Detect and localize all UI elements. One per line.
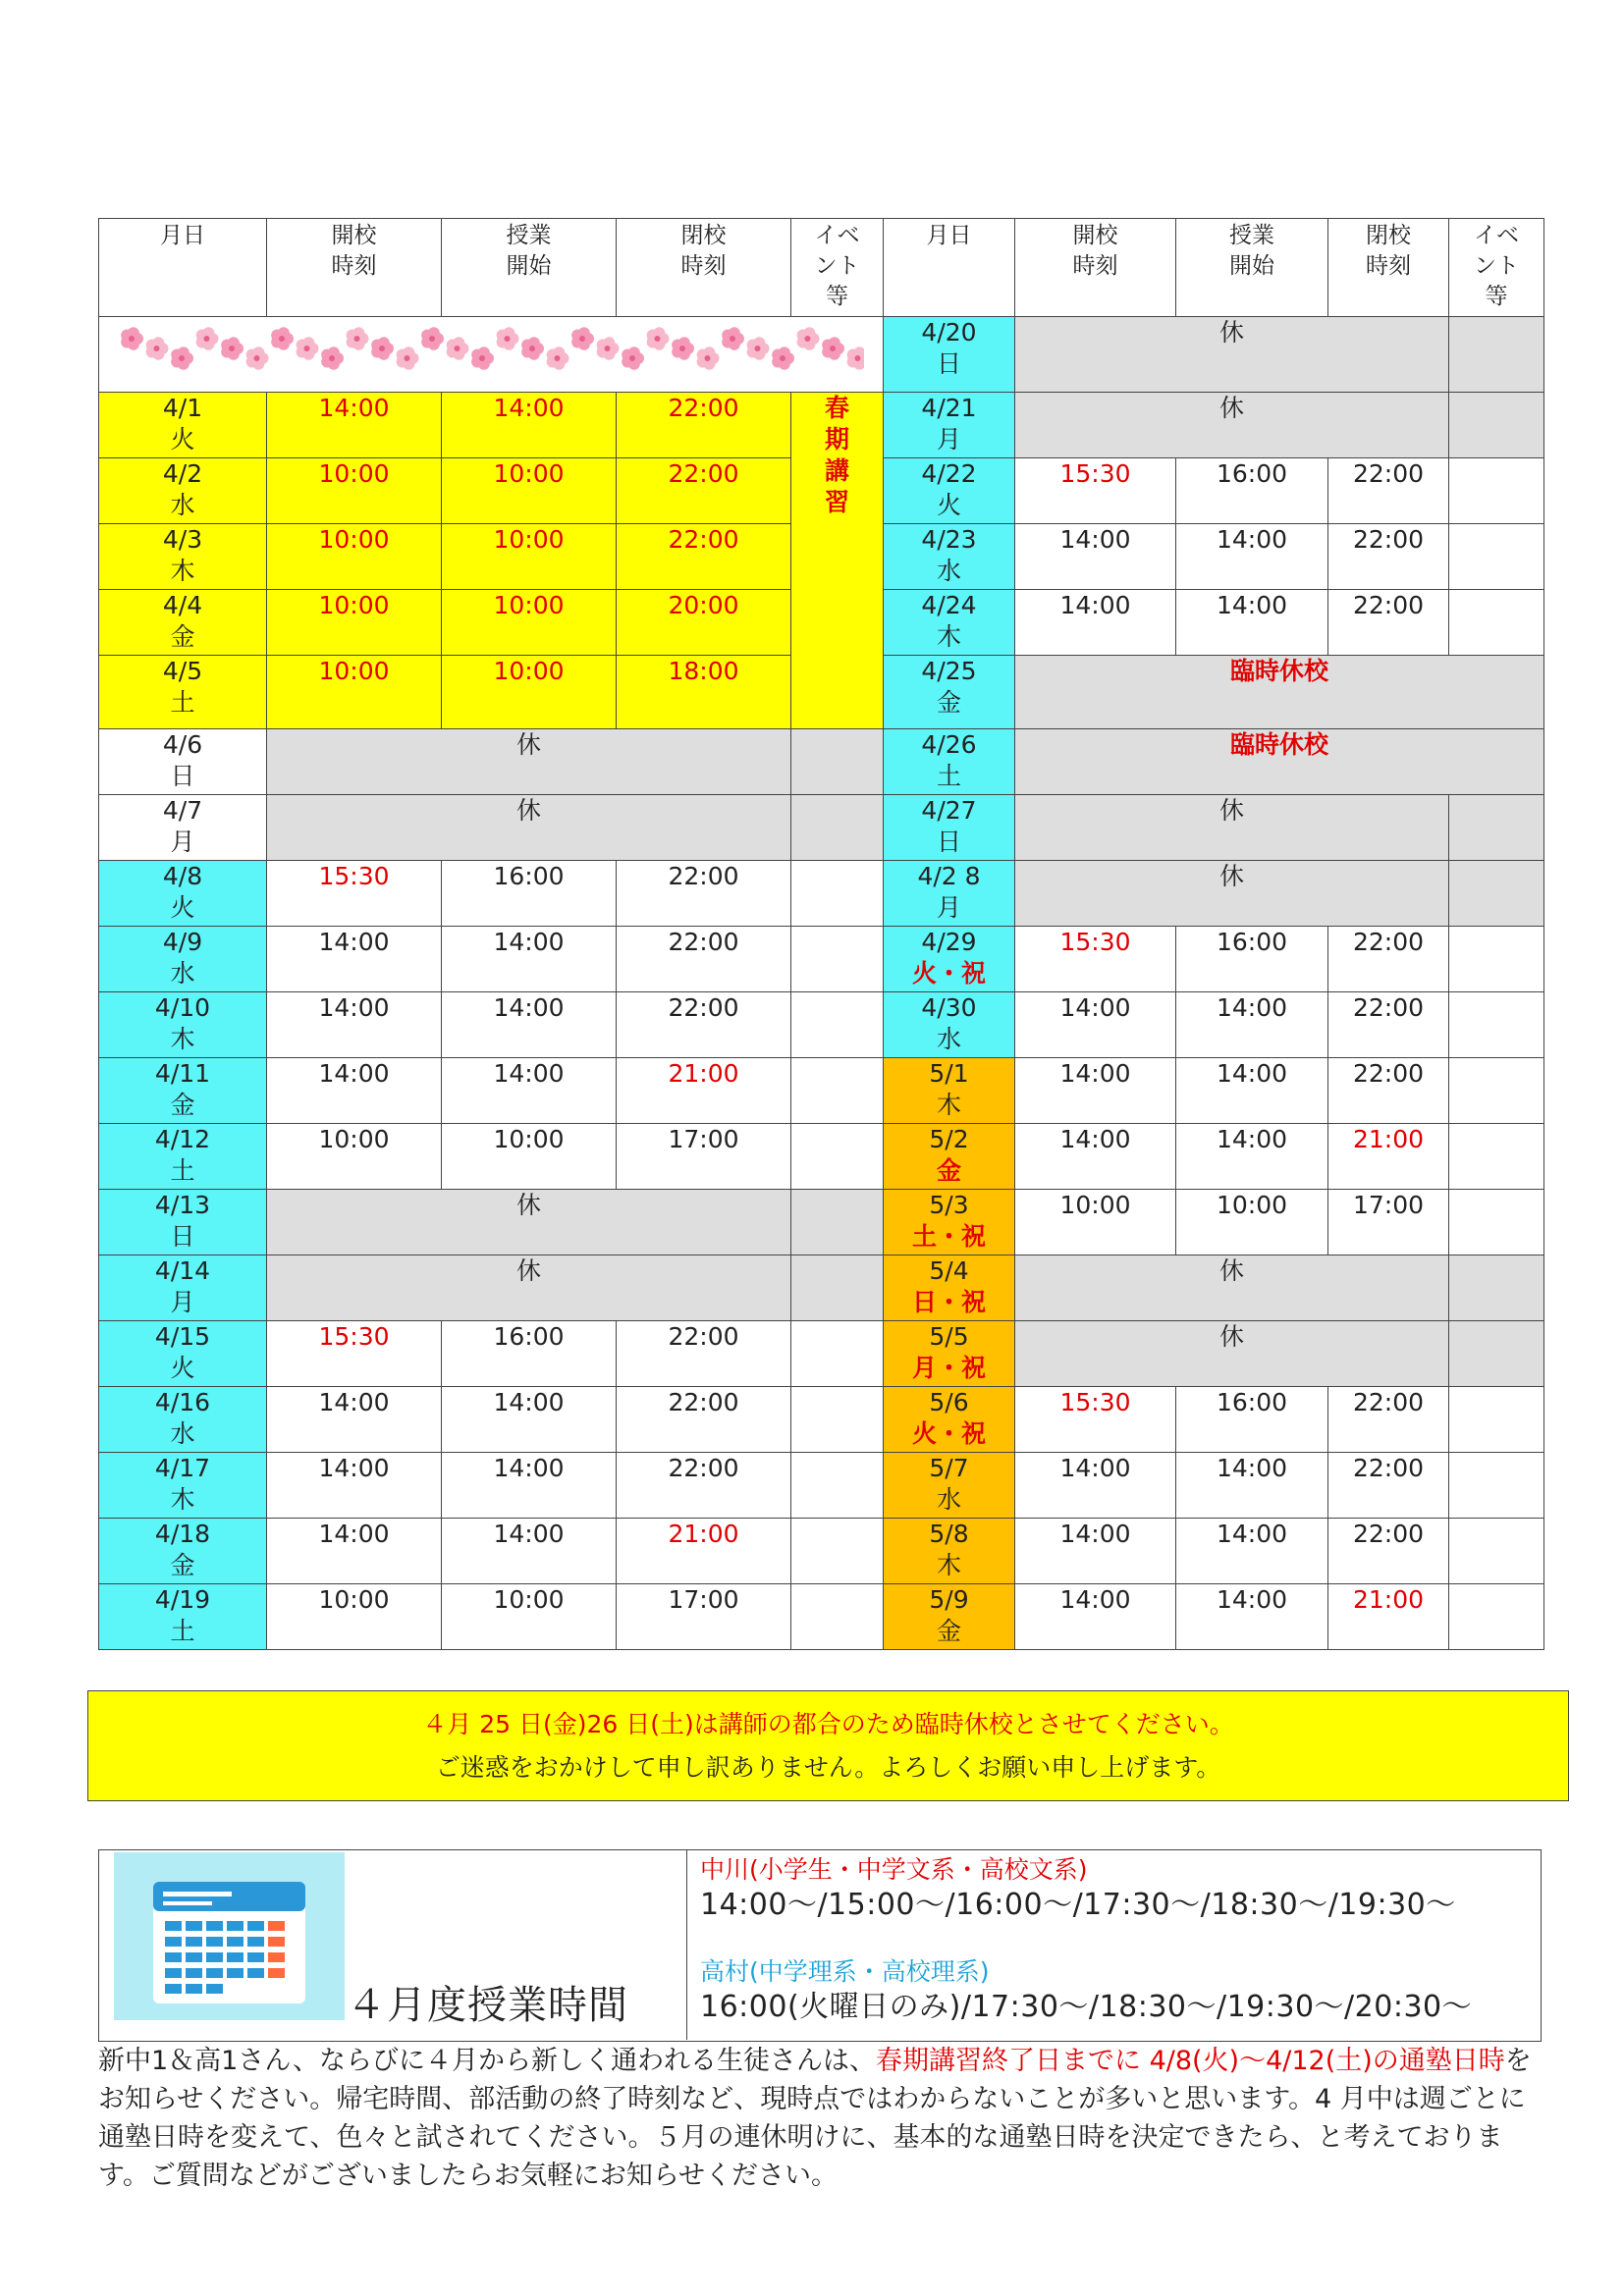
date-cell bbox=[884, 393, 1015, 458]
close-time-cell: 22:00 bbox=[1328, 590, 1449, 656]
date-cell bbox=[99, 1321, 267, 1387]
weekday-text: 日 bbox=[936, 349, 961, 378]
weekday-text: 日・祝 bbox=[911, 1288, 986, 1316]
open-time-cell: 15:30 bbox=[267, 1321, 442, 1387]
date-cell bbox=[884, 861, 1015, 927]
event-char: 習 bbox=[824, 488, 849, 516]
event-cell bbox=[791, 861, 884, 927]
event-cell bbox=[791, 795, 884, 861]
date-cell bbox=[99, 458, 267, 524]
notice-line-1: ４月 25 日(金)26 日(土)は講師の都合のため臨時休校とさせてください。 bbox=[422, 1710, 1234, 1738]
date-text: 4/3 bbox=[162, 525, 203, 554]
weekday-text: 金 bbox=[936, 1617, 961, 1645]
date-text: 5/5 bbox=[929, 1322, 969, 1351]
holiday-cell: 休 bbox=[267, 1190, 791, 1255]
weekday-text: 土 bbox=[936, 762, 961, 790]
table-row bbox=[99, 1124, 1544, 1190]
table-row bbox=[99, 992, 1544, 1058]
close-time-cell: 17:00 bbox=[617, 1124, 791, 1190]
event-cell bbox=[1449, 1058, 1544, 1124]
open-time-cell: 14:00 bbox=[1015, 1453, 1176, 1519]
weekday-text: 土 bbox=[170, 1156, 195, 1185]
date-cell bbox=[884, 1124, 1015, 1190]
open-time-cell: 14:00 bbox=[267, 992, 442, 1058]
start-time-cell: 14:00 bbox=[442, 393, 617, 458]
close-time-cell: 22:00 bbox=[1328, 1519, 1449, 1584]
date-text: 4/11 bbox=[154, 1059, 211, 1088]
event-cell bbox=[1449, 1321, 1544, 1387]
start-time-cell: 16:00 bbox=[442, 861, 617, 927]
start-time-cell: 16:00 bbox=[1176, 458, 1328, 524]
open-time-cell: 14:00 bbox=[1015, 992, 1176, 1058]
date-cell bbox=[884, 1321, 1015, 1387]
event-cell bbox=[791, 992, 884, 1058]
date-text: 4/2 bbox=[162, 459, 203, 488]
table-row bbox=[99, 1321, 1544, 1387]
open-time-cell: 14:00 bbox=[1015, 524, 1176, 590]
date-cell bbox=[884, 1519, 1015, 1584]
weekday-text: 火 bbox=[170, 893, 195, 922]
start-time-cell: 14:00 bbox=[1176, 1124, 1328, 1190]
temporary-closure-cell: 臨時休校 bbox=[1015, 729, 1544, 795]
date-text: 4/21 bbox=[921, 394, 977, 422]
start-time-cell: 16:00 bbox=[442, 1321, 617, 1387]
close-time-cell: 22:00 bbox=[617, 1321, 791, 1387]
weekday-text: 火・祝 bbox=[911, 1419, 986, 1448]
event-cell bbox=[1449, 393, 1544, 458]
date-cell bbox=[99, 1255, 267, 1321]
date-cell bbox=[99, 590, 267, 656]
open-time-cell: 14:00 bbox=[267, 1519, 442, 1584]
date-text: 5/9 bbox=[929, 1585, 969, 1614]
weekday-text: 木 bbox=[936, 1091, 961, 1119]
holiday-cell: 休 bbox=[1015, 795, 1449, 861]
open-time-cell: 14:00 bbox=[1015, 1519, 1176, 1584]
info-text-1: 新中1＆高1さん、ならびに４月から新しく通われる生徒さんは、 bbox=[98, 2046, 876, 2076]
weekday-text: 木 bbox=[936, 622, 961, 651]
date-text: 4/13 bbox=[154, 1191, 211, 1219]
start-time-cell: 14:00 bbox=[1176, 1453, 1328, 1519]
open-time-cell: 14:00 bbox=[1015, 1058, 1176, 1124]
table-row bbox=[99, 927, 1544, 992]
weekday-text: 火 bbox=[170, 425, 195, 454]
start-time-cell: 10:00 bbox=[442, 1124, 617, 1190]
weekday-text: 火 bbox=[170, 1354, 195, 1382]
table-row bbox=[99, 861, 1544, 927]
header-close: 閉校 時刻 bbox=[617, 219, 791, 317]
date-cell bbox=[884, 927, 1015, 992]
date-cell bbox=[99, 1058, 267, 1124]
close-time-cell: 22:00 bbox=[1328, 992, 1449, 1058]
date-text: 5/2 bbox=[929, 1125, 969, 1153]
header-event: イベ ント 等 bbox=[791, 219, 884, 317]
start-time-cell: 14:00 bbox=[442, 927, 617, 992]
date-text: 4/10 bbox=[154, 993, 211, 1022]
weekday-text: 日 bbox=[936, 828, 961, 856]
date-cell bbox=[884, 1453, 1015, 1519]
event-cell bbox=[1449, 1584, 1544, 1650]
start-time-cell: 10:00 bbox=[442, 590, 617, 656]
weekday-text: 金 bbox=[936, 1156, 961, 1185]
date-cell bbox=[884, 458, 1015, 524]
close-time-cell: 22:00 bbox=[617, 992, 791, 1058]
table-row bbox=[99, 1255, 1544, 1321]
weekday-text: 月 bbox=[936, 893, 961, 922]
holiday-cell: 休 bbox=[1015, 393, 1449, 458]
event-char: 期 bbox=[824, 425, 849, 454]
date-text: 4/15 bbox=[154, 1322, 211, 1351]
event-cell bbox=[791, 927, 884, 992]
open-time-cell: 14:00 bbox=[267, 1058, 442, 1124]
weekday-text: 木 bbox=[936, 1551, 961, 1579]
weekday-text: 水 bbox=[936, 1025, 961, 1053]
date-cell bbox=[99, 1453, 267, 1519]
event-cell bbox=[791, 1584, 884, 1650]
date-text: 4/5 bbox=[162, 657, 203, 685]
info-text-2: をお知らせください。帰宅時間、部活動の終了時刻など、現時点ではわからないことが多いと思います。4 月中は週ごとに通塾日時を変えて、色々と試されてください。５月の連休明けに、基本的な通塾日時を決定できたら、と考えております。ご質問などがございましたらお気軽にお知らせください。 bbox=[98, 2046, 1532, 2191]
date-text: 4/20 bbox=[921, 318, 977, 347]
open-time-cell: 10:00 bbox=[1015, 1190, 1176, 1255]
weekday-text: 土 bbox=[170, 688, 195, 717]
weekday-text: 火 bbox=[936, 491, 961, 519]
event-cell bbox=[1449, 1124, 1544, 1190]
table-row bbox=[99, 1519, 1544, 1584]
weekday-text: 月 bbox=[170, 1288, 195, 1316]
start-time-cell: 16:00 bbox=[1176, 927, 1328, 992]
close-time-cell: 22:00 bbox=[1328, 1058, 1449, 1124]
open-time-cell: 10:00 bbox=[267, 458, 442, 524]
close-time-cell: 18:00 bbox=[617, 656, 791, 729]
date-text: 4/7 bbox=[162, 796, 203, 825]
open-time-cell: 14:00 bbox=[267, 927, 442, 992]
date-text: 4/14 bbox=[154, 1256, 211, 1285]
close-time-cell: 21:00 bbox=[617, 1058, 791, 1124]
date-text: 4/23 bbox=[921, 525, 977, 554]
header-close-2: 閉校 時刻 bbox=[1328, 219, 1449, 317]
date-text: 4/8 bbox=[162, 862, 203, 890]
close-time-cell: 17:00 bbox=[617, 1584, 791, 1650]
class-times-title: ４月度授業時間 bbox=[347, 1983, 628, 2028]
weekday-text: 金 bbox=[170, 622, 195, 651]
date-cell bbox=[99, 656, 267, 729]
open-time-cell: 10:00 bbox=[267, 590, 442, 656]
weekday-text: 木 bbox=[170, 557, 195, 585]
date-cell bbox=[99, 861, 267, 927]
close-time-cell: 22:00 bbox=[1328, 927, 1449, 992]
class-times-box bbox=[98, 1849, 1542, 2042]
open-time-cell: 14:00 bbox=[267, 1453, 442, 1519]
open-time-cell: 15:30 bbox=[1015, 927, 1176, 992]
close-time-cell: 22:00 bbox=[617, 1387, 791, 1453]
header-start-2: 授業 開始 bbox=[1176, 219, 1328, 317]
header-start: 授業 開始 bbox=[442, 219, 617, 317]
date-text: 4/18 bbox=[154, 1520, 211, 1548]
date-cell bbox=[99, 992, 267, 1058]
holiday-cell: 休 bbox=[1015, 1255, 1449, 1321]
event-char: 講 bbox=[824, 456, 849, 485]
table-row bbox=[99, 317, 1544, 393]
date-cell bbox=[99, 1387, 267, 1453]
header-event-2: イベ ント 等 bbox=[1449, 219, 1544, 317]
date-cell bbox=[884, 656, 1015, 729]
date-cell bbox=[884, 795, 1015, 861]
open-time-cell: 14:00 bbox=[1015, 1124, 1176, 1190]
date-cell bbox=[99, 1584, 267, 1650]
date-cell bbox=[884, 590, 1015, 656]
calendar-icon bbox=[114, 1852, 345, 2020]
date-text: 4/16 bbox=[154, 1388, 211, 1416]
date-text: 5/8 bbox=[929, 1520, 969, 1548]
weekday-text: 土・祝 bbox=[911, 1222, 986, 1251]
weekday-text: 水 bbox=[170, 1419, 195, 1448]
holiday-cell: 休 bbox=[267, 795, 791, 861]
date-cell bbox=[884, 729, 1015, 795]
date-cell bbox=[884, 1387, 1015, 1453]
weekday-text: 木 bbox=[170, 1025, 195, 1053]
event-cell bbox=[791, 1255, 884, 1321]
open-time-cell: 15:30 bbox=[267, 861, 442, 927]
date-cell bbox=[99, 1519, 267, 1584]
date-cell bbox=[884, 992, 1015, 1058]
date-text: 4/29 bbox=[921, 928, 977, 956]
event-cell bbox=[1449, 861, 1544, 927]
weekday-text: 金 bbox=[170, 1091, 195, 1119]
start-time-cell: 14:00 bbox=[1176, 1584, 1328, 1650]
date-text: 5/7 bbox=[929, 1454, 969, 1482]
date-cell bbox=[99, 729, 267, 795]
teacher-2-label: 高村(中学理系・高校理系) bbox=[700, 1957, 990, 1986]
open-time-cell: 10:00 bbox=[267, 656, 442, 729]
spring-course-event bbox=[791, 393, 884, 729]
event-cell bbox=[791, 1519, 884, 1584]
event-cell bbox=[791, 1453, 884, 1519]
event-cell bbox=[1449, 1255, 1544, 1321]
header-open: 開校 時刻 bbox=[267, 219, 442, 317]
date-text: 4/22 bbox=[921, 459, 977, 488]
sakura-banner bbox=[99, 317, 884, 393]
close-time-cell: 22:00 bbox=[617, 1453, 791, 1519]
open-time-cell: 14:00 bbox=[267, 393, 442, 458]
event-cell bbox=[791, 1058, 884, 1124]
close-time-cell: 22:00 bbox=[617, 861, 791, 927]
start-time-cell: 10:00 bbox=[442, 1584, 617, 1650]
open-time-cell: 10:00 bbox=[267, 1124, 442, 1190]
table-row bbox=[99, 729, 1544, 795]
event-cell bbox=[791, 729, 884, 795]
close-time-cell: 22:00 bbox=[617, 524, 791, 590]
start-time-cell: 14:00 bbox=[442, 992, 617, 1058]
weekday-text: 日 bbox=[170, 762, 195, 790]
weekday-text: 土 bbox=[170, 1617, 195, 1645]
cherry-blossom-icon bbox=[118, 323, 864, 374]
holiday-cell: 休 bbox=[1015, 861, 1449, 927]
open-time-cell: 14:00 bbox=[267, 1387, 442, 1453]
date-text: 4/30 bbox=[921, 993, 977, 1022]
event-cell bbox=[1449, 1519, 1544, 1584]
date-text: 5/4 bbox=[929, 1256, 969, 1285]
close-time-cell: 22:00 bbox=[617, 393, 791, 458]
teacher-1-label: 中川(小学生・中学文系・高校文系) bbox=[700, 1855, 1088, 1884]
weekday-text: 金 bbox=[936, 688, 961, 717]
start-time-cell: 14:00 bbox=[442, 1387, 617, 1453]
date-text: 5/3 bbox=[929, 1191, 969, 1219]
table-row bbox=[99, 1190, 1544, 1255]
date-text: 4/9 bbox=[162, 928, 203, 956]
weekday-text: 金 bbox=[170, 1551, 195, 1579]
table-row bbox=[99, 1058, 1544, 1124]
close-time-cell: 22:00 bbox=[1328, 1453, 1449, 1519]
date-text: 4/4 bbox=[162, 591, 203, 619]
holiday-cell: 休 bbox=[267, 729, 791, 795]
date-text: 4/2 8 bbox=[917, 862, 981, 890]
date-cell bbox=[99, 927, 267, 992]
start-time-cell: 10:00 bbox=[442, 458, 617, 524]
weekday-text: 月 bbox=[170, 828, 195, 856]
table-row bbox=[99, 1453, 1544, 1519]
event-char: 春 bbox=[824, 394, 849, 422]
event-cell bbox=[1449, 458, 1544, 524]
open-time-cell: 14:00 bbox=[1015, 590, 1176, 656]
weekday-text: 月・祝 bbox=[911, 1354, 986, 1382]
close-time-cell: 22:00 bbox=[1328, 458, 1449, 524]
close-time-cell: 20:00 bbox=[617, 590, 791, 656]
table-row bbox=[99, 393, 1544, 458]
date-text: 4/19 bbox=[154, 1585, 211, 1614]
info-paragraph bbox=[98, 2042, 1546, 2195]
event-cell bbox=[1449, 1190, 1544, 1255]
date-cell bbox=[99, 1190, 267, 1255]
event-cell bbox=[1449, 927, 1544, 992]
start-time-cell: 14:00 bbox=[1176, 1058, 1328, 1124]
event-cell bbox=[1449, 590, 1544, 656]
start-time-cell: 14:00 bbox=[1176, 590, 1328, 656]
open-time-cell: 10:00 bbox=[267, 524, 442, 590]
temporary-closure-cell: 臨時休校 bbox=[1015, 656, 1544, 729]
close-time-cell: 22:00 bbox=[617, 458, 791, 524]
holiday-cell: 休 bbox=[267, 1255, 791, 1321]
event-cell bbox=[1449, 1387, 1544, 1453]
weekday-text: 水 bbox=[170, 959, 195, 988]
date-text: 4/1 bbox=[162, 394, 203, 422]
event-cell bbox=[1449, 524, 1544, 590]
table-row bbox=[99, 1387, 1544, 1453]
start-time-cell: 10:00 bbox=[1176, 1190, 1328, 1255]
date-cell bbox=[99, 393, 267, 458]
close-time-cell: 22:00 bbox=[1328, 1387, 1449, 1453]
table-header bbox=[99, 219, 1544, 317]
closure-notice bbox=[87, 1690, 1569, 1801]
date-cell bbox=[884, 524, 1015, 590]
date-text: 4/27 bbox=[921, 796, 977, 825]
date-cell bbox=[884, 1190, 1015, 1255]
date-text: 5/1 bbox=[929, 1059, 969, 1088]
date-cell bbox=[884, 317, 1015, 393]
date-text: 4/26 bbox=[921, 730, 977, 759]
event-cell bbox=[791, 1321, 884, 1387]
weekday-text: 水 bbox=[936, 557, 961, 585]
header-open-2: 開校 時刻 bbox=[1015, 219, 1176, 317]
class-times-list bbox=[700, 1850, 1472, 2028]
start-time-cell: 16:00 bbox=[1176, 1387, 1328, 1453]
date-cell bbox=[99, 1124, 267, 1190]
start-time-cell: 14:00 bbox=[1176, 524, 1328, 590]
close-time-cell: 22:00 bbox=[617, 927, 791, 992]
open-time-cell: 14:00 bbox=[1015, 1584, 1176, 1650]
date-cell bbox=[99, 795, 267, 861]
holiday-cell: 休 bbox=[1015, 317, 1449, 393]
date-text: 4/25 bbox=[921, 657, 977, 685]
holiday-cell: 休 bbox=[1015, 1321, 1449, 1387]
notice-line-2: ご迷惑をおかけして申し訳ありません。よろしくお願い申し上げます。 bbox=[435, 1753, 1221, 1782]
date-text: 4/6 bbox=[162, 730, 203, 759]
teacher-1-times: 14:00～/15:00～/16:00～/17:30～/18:30～/19:30～ bbox=[700, 1888, 1456, 1922]
header-date-2: 月日 bbox=[884, 219, 1015, 317]
table-row bbox=[99, 1584, 1544, 1650]
teacher-2-times: 16:00(火曜日のみ)/17:30～/18:30～/19:30～/20:30～ bbox=[700, 1990, 1473, 2024]
open-time-cell: 15:30 bbox=[1015, 1387, 1176, 1453]
start-time-cell: 14:00 bbox=[1176, 992, 1328, 1058]
weekday-text: 日 bbox=[170, 1222, 195, 1251]
close-time-cell: 22:00 bbox=[1328, 524, 1449, 590]
close-time-cell: 21:00 bbox=[1328, 1584, 1449, 1650]
weekday-text: 水 bbox=[170, 491, 195, 519]
event-cell bbox=[791, 1190, 884, 1255]
start-time-cell: 14:00 bbox=[442, 1058, 617, 1124]
close-time-cell: 21:00 bbox=[1328, 1124, 1449, 1190]
date-text: 4/24 bbox=[921, 591, 977, 619]
weekday-text: 水 bbox=[936, 1485, 961, 1514]
event-cell bbox=[1449, 795, 1544, 861]
weekday-text: 月 bbox=[936, 425, 961, 454]
event-cell bbox=[791, 1387, 884, 1453]
table-row bbox=[99, 795, 1544, 861]
info-text-highlight: 春期講習終了日までに 4/8(火)～4/12(土)の通塾日時 bbox=[875, 2046, 1505, 2076]
header-date: 月日 bbox=[99, 219, 267, 317]
open-time-cell: 15:30 bbox=[1015, 458, 1176, 524]
date-text: 4/17 bbox=[154, 1454, 211, 1482]
start-time-cell: 14:00 bbox=[442, 1453, 617, 1519]
start-time-cell: 10:00 bbox=[442, 524, 617, 590]
weekday-text: 火・祝 bbox=[911, 959, 986, 988]
event-cell bbox=[791, 1124, 884, 1190]
close-time-cell: 21:00 bbox=[617, 1519, 791, 1584]
date-cell bbox=[99, 524, 267, 590]
class-times-title-cell bbox=[99, 1850, 687, 2040]
schedule-table bbox=[98, 218, 1544, 1650]
start-time-cell: 10:00 bbox=[442, 656, 617, 729]
weekday-text: 木 bbox=[170, 1485, 195, 1514]
start-time-cell: 14:00 bbox=[442, 1519, 617, 1584]
event-cell bbox=[1449, 1453, 1544, 1519]
start-time-cell: 14:00 bbox=[1176, 1519, 1328, 1584]
event-cell bbox=[1449, 992, 1544, 1058]
date-text: 4/12 bbox=[154, 1125, 211, 1153]
date-cell bbox=[884, 1255, 1015, 1321]
close-time-cell: 17:00 bbox=[1328, 1190, 1449, 1255]
date-cell bbox=[884, 1058, 1015, 1124]
date-text: 5/6 bbox=[929, 1388, 969, 1416]
date-cell bbox=[884, 1584, 1015, 1650]
event-cell bbox=[1449, 317, 1544, 393]
open-time-cell: 10:00 bbox=[267, 1584, 442, 1650]
